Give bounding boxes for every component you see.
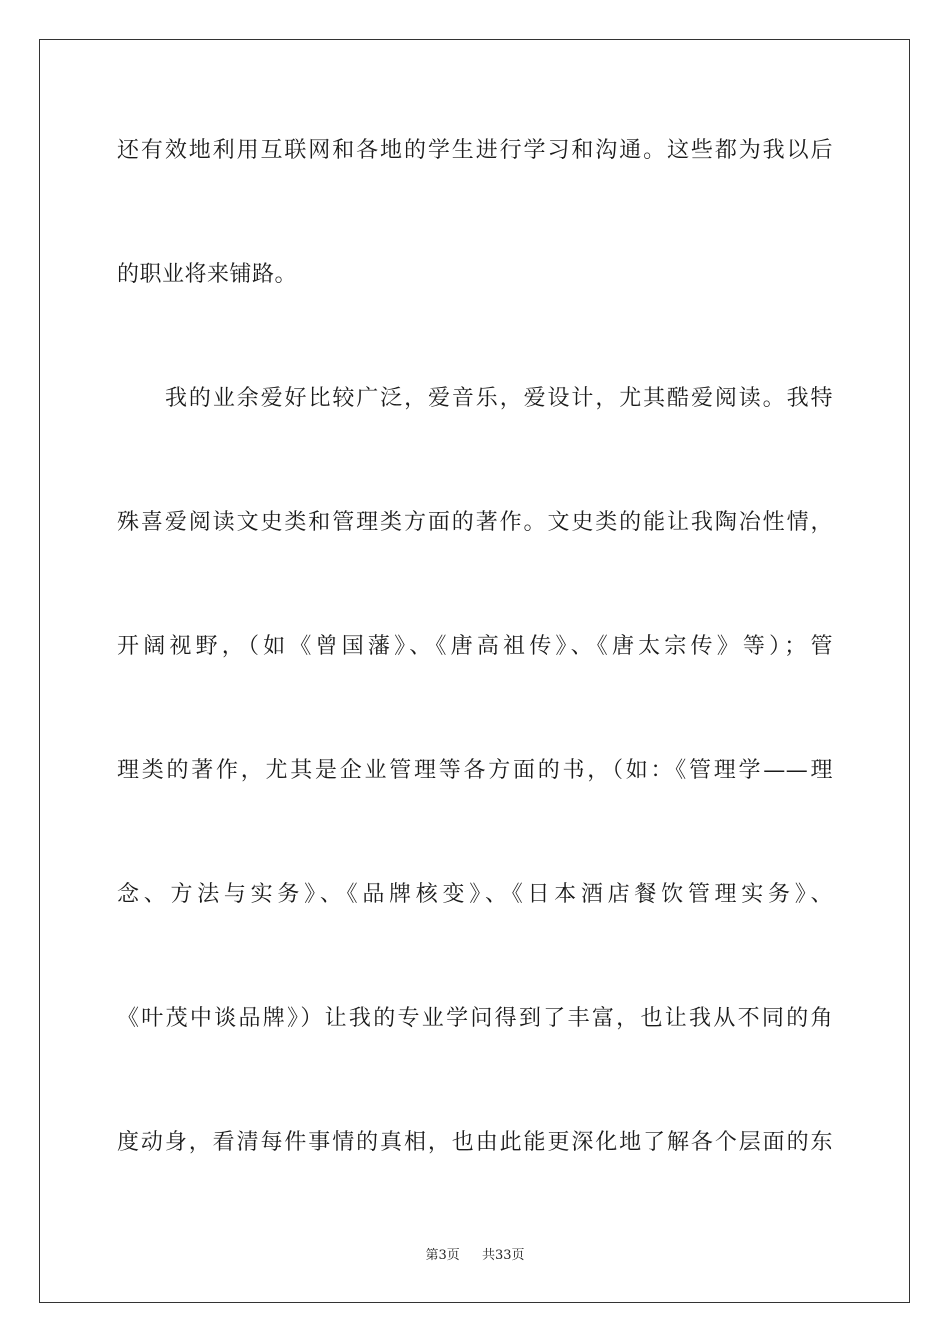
page-border — [39, 39, 910, 1303]
text-line-8: 《叶茂中谈品牌》）让我的专业学问得到了丰富，也让我从不同的角 — [117, 1006, 833, 1031]
text-line-7: 念、方法与实务》、《品牌核变》、《日本酒店餐饮管理实务》、 — [117, 882, 833, 907]
text-line-9: 度动身，看清每件事情的真相，也由此能更深化地了解各个层面的东 — [117, 1130, 833, 1155]
page-number: 第3页 — [425, 1248, 460, 1263]
text-line-3: 我的业余爱好比较广泛，爱音乐，爱设计，尤其酷爱阅读。我特 — [165, 386, 833, 411]
page-footer — [0, 1246, 950, 1266]
text-line-5: 开阔视野，（如《曾国藩》、《唐高祖传》、《唐太宗传》等）；管 — [117, 634, 833, 659]
text-line-1: 还有效地利用互联网和各地的学生进行学习和沟通。这些都为我以后 — [117, 138, 833, 163]
page-total: 共33页 — [482, 1248, 525, 1263]
text-line-4: 殊喜爱阅读文史类和管理类方面的著作。文史类的能让我陶冶性情， — [117, 510, 833, 535]
text-line-6: 理类的著作，尤其是企业管理等各方面的书，（如：《管理学——理 — [117, 758, 833, 783]
text-line-2: 的职业将来铺路。 — [117, 262, 298, 287]
